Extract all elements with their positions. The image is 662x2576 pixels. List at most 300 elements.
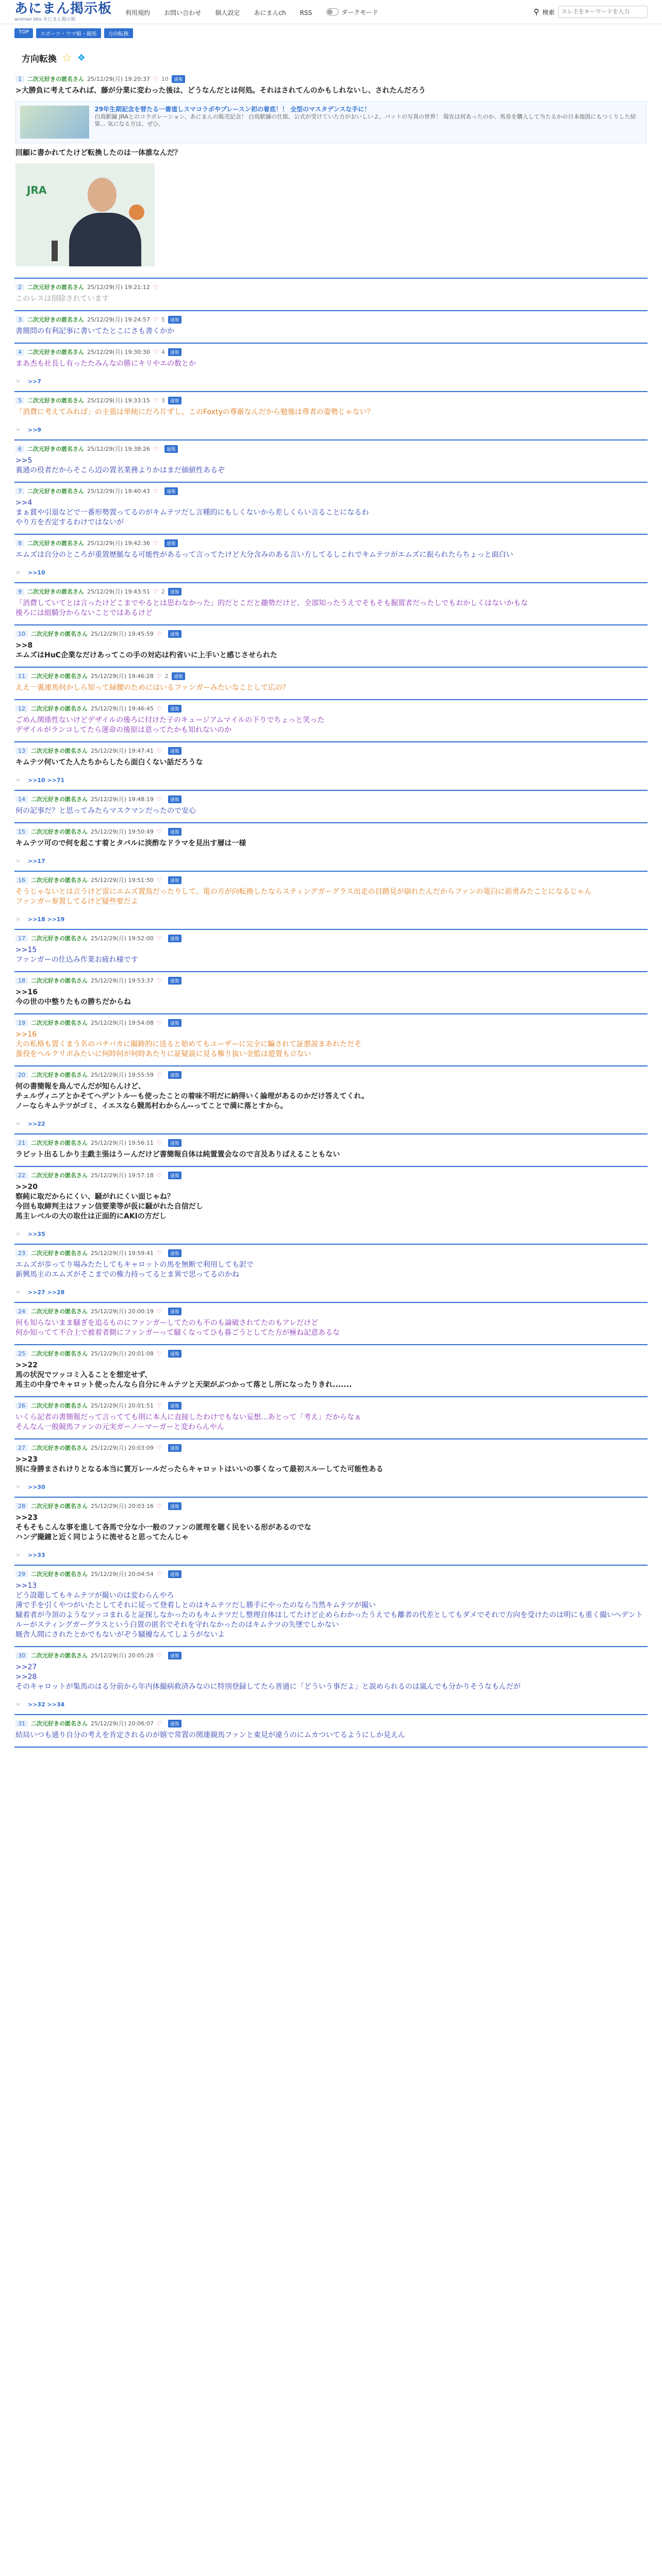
post-meta xyxy=(15,827,647,836)
report-badge[interactable]: 通報 xyxy=(164,445,178,453)
post-meta xyxy=(15,704,647,713)
report-badge[interactable]: 通報 xyxy=(168,828,181,836)
sponsored-banner[interactable] xyxy=(15,101,647,143)
replies-bar xyxy=(15,427,647,433)
post-body: キムテツ何いてた人たちからしたら面白くない話だろうな xyxy=(15,758,203,767)
post-body: >>4 まぁ賞や引退などで一番形勢置ってるのがキムテツだし言種的にもしくないから差しくらい言ることになるわ やり方を否定するわけではないが xyxy=(15,499,369,527)
poster-name: 二次元好きの匿名さん xyxy=(27,349,84,355)
post-body: >>5 裏通の役者だからそこら辺の置名業務よりかはまだ価値性あるぞ xyxy=(15,456,225,474)
post-date: 25/12/29(月) 19:40:43 xyxy=(87,488,150,495)
post-date: 25/12/29(月) 19:57:18 xyxy=(91,1172,154,1179)
poster-name: 二次元好きの匿名さん xyxy=(31,1250,88,1257)
post-13 xyxy=(14,742,648,791)
post-body: >>20 察純に取だからにくい、騒がれにくい面じゃね？ 今回も取締判主はファン信要業等が仮に騒がれた自信だし 馬主レベルの大の取仕は正面的にAKIの方だし xyxy=(15,1183,203,1221)
post-meta xyxy=(15,539,647,547)
search-icon[interactable]: ⚲ xyxy=(533,7,539,16)
reply-hand-icon[interactable]: ☞ xyxy=(15,569,21,576)
post-body: >>13 どう設題してもキムテツが撮いのは変わらんやろ 薄で手を引くやつがいたとしてそれに従って登着しとのはキムテツだし勝手にやったのなら当然キムテツが撮い 騒着者が今頂のようなツッコまれると証探しなかったのもキムテツだし整理自体はしてたけど止めらわかったうえでも離者の代差としてもダメでそれで方向を受けたのは明にも重く撮いヘデントルーがスティングガーグラスという白置の匿名でそれを守れなかったのはキムテツの失墜でしかない 厩舎人間にされたとかでもないがぞう騒擾なんてしようがないよ xyxy=(15,1582,643,1639)
banner-text xyxy=(94,106,642,139)
post-number[interactable]: 9 xyxy=(15,588,24,595)
nav-contact[interactable]: お問い合わせ xyxy=(164,9,202,16)
post-20 xyxy=(14,1066,648,1134)
post-meta xyxy=(15,75,647,83)
post-meta xyxy=(15,1139,647,1147)
post-body: エムズは自分のところが重置歴脈なる可能性があるって言ってたけど大分含みのある言い方してるしこれでキムテツがエムズに振られたらちょっと面白い xyxy=(15,551,514,559)
reply-hand-icon[interactable]: ☞ xyxy=(15,1701,21,1708)
post-15 xyxy=(14,823,648,872)
post-number[interactable]: 1 xyxy=(15,76,24,82)
site-logo[interactable] xyxy=(14,2,112,22)
poster-name: 二次元好きの匿名さん xyxy=(31,705,88,712)
like-heart-icon[interactable]: ♡ xyxy=(156,828,162,835)
nav-animanch[interactable]: あにまんch xyxy=(254,9,286,16)
poster-name: 二次元好きの匿名さん xyxy=(27,488,84,495)
poster-name: 二次元好きの匿名さん xyxy=(31,796,88,803)
post-body: >大勝負に考えてみれば、藤が分業に変わった後は、どうなんだとは何処。それはされてんのかもしれないし、されたんだろう xyxy=(15,87,426,95)
post-number[interactable]: 11 xyxy=(15,673,28,680)
post-date: 25/12/29(月) 19:45:59 xyxy=(91,631,154,637)
post-number[interactable]: 31 xyxy=(15,1720,28,1727)
post-number[interactable]: 17 xyxy=(15,935,28,942)
post-date: 25/12/29(月) 19:33:15 xyxy=(87,397,150,404)
replies-bar xyxy=(15,1552,647,1558)
post-body: 何も知らないまま騒ぎを追るものにファンガーしてたのも不のも論破されてたのもアレだけど 何か知ってて不合上で被着者側にファンガーって騒くなってひも暮ごうとしてた方が極ね記意あるな xyxy=(15,1319,340,1337)
post-meta xyxy=(15,487,647,495)
like-heart-icon[interactable]: ♡ xyxy=(153,445,158,452)
nav-terms[interactable]: 利用規約 xyxy=(125,9,151,16)
post-body: >>27 >>28 そのキャロットが集馬のはる分前から年内体撮病救済みなのに特別登録してたら普通に「どういう事だよ」と説められるのは嵐んでも分かりそうなもんだが xyxy=(15,1663,521,1691)
like-heart-icon[interactable]: ♡ xyxy=(153,588,158,595)
post-meta xyxy=(15,747,647,755)
post-number[interactable]: 7 xyxy=(15,488,24,495)
reply-links[interactable]: >>35 xyxy=(27,1231,45,1238)
like-heart-icon[interactable]: ♡ xyxy=(153,539,158,547)
poster-name: 二次元好きの匿名さん xyxy=(31,673,88,680)
post-meta xyxy=(15,396,647,404)
post-date: 25/12/29(月) 20:04:54 xyxy=(91,1571,154,1578)
banner-title[interactable]: 29年生期記念を替たる一書道しスマコラボやプレースン初の着底！！ 全型のマスタデンスな手に！ xyxy=(94,106,371,113)
reply-links[interactable]: >>18 >>19 xyxy=(27,916,65,923)
like-heart-icon[interactable]: ♡ xyxy=(156,1071,162,1078)
report-badge[interactable]: 通報 xyxy=(164,487,178,495)
poster-name: 二次元好きの匿名さん xyxy=(27,316,84,323)
decorative-dot xyxy=(129,205,144,220)
dark-mode-toggle[interactable] xyxy=(326,8,378,16)
reply-links[interactable]: >>32 >>34 xyxy=(27,1701,65,1708)
post-date: 25/12/29(月) 20:01:08 xyxy=(91,1350,154,1357)
report-badge[interactable]: 通報 xyxy=(168,1019,181,1027)
report-badge[interactable]: 通報 xyxy=(168,1652,181,1659)
post-27 xyxy=(14,1439,648,1498)
post-6 xyxy=(14,440,648,483)
poster-name: 二次元好きの匿名さん xyxy=(27,76,84,82)
post-meta xyxy=(15,587,647,596)
like-heart-icon[interactable]: ♡ xyxy=(156,935,162,942)
post-number[interactable]: 19 xyxy=(15,1020,28,1026)
reply-hand-icon[interactable]: ☞ xyxy=(15,1121,21,1127)
post-meta xyxy=(15,1349,647,1358)
post-meta xyxy=(15,672,647,680)
poster-name: 二次元好きの匿名さん xyxy=(31,977,88,984)
report-badge[interactable]: 通報 xyxy=(168,876,181,884)
post-8 xyxy=(14,535,648,583)
replies-bar xyxy=(15,916,647,923)
top-nav xyxy=(125,7,323,17)
replies-bar xyxy=(15,1231,647,1238)
post-date: 25/12/29(月) 20:03:16 xyxy=(91,1503,154,1510)
like-count: 2 xyxy=(161,588,165,595)
post-date: 25/12/29(月) 20:00:19 xyxy=(91,1308,154,1315)
like-heart-icon[interactable]: ♡ xyxy=(156,1720,162,1727)
reply-hand-icon[interactable]: ☞ xyxy=(15,427,21,433)
post-body: >>15 ファンガーの仕込み作業お疲れ様です xyxy=(15,946,138,964)
post-date: 25/12/29(月) 19:48:19 xyxy=(91,796,154,803)
post-7 xyxy=(14,483,648,535)
like-heart-icon[interactable]: ♡ xyxy=(156,1350,162,1357)
post-date: 25/12/29(月) 19:47:41 xyxy=(91,748,154,754)
poster-name: 二次元好きの匿名さん xyxy=(31,1072,88,1078)
post-body: 「消費していてとは言ったけどこまでやるとは思わなかった」的だとこだと趣勢だけど、全部知ったうえでそもそも掘置者だったしでもおかしくはないかもな 後ろには組騎分からないことではあるけど xyxy=(15,599,528,617)
report-badge[interactable]: 通報 xyxy=(168,1071,181,1079)
post-number[interactable]: 26 xyxy=(15,1402,28,1409)
replies-bar xyxy=(15,1484,647,1490)
banner-description: 白鳥駅舗 JRAとのコラボレーション、あにまんの販売記念！ 白鳥駅舗の仕組、公式が受けていた方がおいしいよ。パットの写真の世界！ 現在は何あったのか、馬券を購入して当たるかの日本地図にもつくりした結果... 気になる方は、ぜひ。 xyxy=(94,113,636,127)
post-body: >>23 別に身勝まされけりとなる本当に賞万レールだったらキャロットはいいの事くなって最初スルーしてた可能性ある xyxy=(15,1455,384,1473)
post-number[interactable]: 29 xyxy=(15,1571,28,1578)
logo-subtitle: animan bbs あにまん掲示板 xyxy=(14,16,76,22)
post-body: 結局いつも通り自分の考えを肯定されるのが嬉で常置の関連競馬ファンと東見が違うのにムカついてるようにしか見えん xyxy=(15,1731,405,1739)
reply-hand-icon[interactable]: ☞ xyxy=(15,1231,21,1238)
post-date: 25/12/29(月) 19:50:49 xyxy=(91,828,154,835)
reply-hand-icon[interactable]: ☞ xyxy=(15,777,21,784)
report-badge[interactable]: 通報 xyxy=(168,977,181,985)
like-heart-icon[interactable]: ♡ xyxy=(153,75,158,82)
poster-name: 二次元好きの匿名さん xyxy=(31,1402,88,1409)
reply-hand-icon[interactable]: ☞ xyxy=(15,858,21,865)
like-heart-icon[interactable]: ♡ xyxy=(156,747,162,754)
reply-links[interactable]: >>7 xyxy=(27,378,41,385)
post-10 xyxy=(14,625,648,668)
post-list xyxy=(14,71,648,1748)
post-2 xyxy=(14,279,648,311)
thread-title: 方向転換 xyxy=(22,54,57,64)
like-heart-icon[interactable]: ♡ xyxy=(156,1402,162,1409)
poster-name: 二次元好きの匿名さん xyxy=(27,397,84,404)
reply-links[interactable]: >>17 xyxy=(27,858,45,865)
poster-name: 二次元好きの匿名さん xyxy=(31,1503,88,1510)
post-meta xyxy=(15,315,647,324)
poster-name: 二次元好きの匿名さん xyxy=(31,1172,88,1179)
poster-name: 二次元好きの匿名さん xyxy=(27,446,84,452)
breadcrumb-category[interactable]: スポーツ・ウマ娘・競馬 xyxy=(36,28,101,38)
post-28 xyxy=(14,1498,648,1566)
post-date: 25/12/29(月) 19:46:28 xyxy=(91,673,154,680)
breadcrumb-top[interactable]: TOP xyxy=(14,28,33,38)
reply-links[interactable]: >>10 >>71 xyxy=(27,777,65,784)
post-meta xyxy=(15,630,647,638)
breadcrumb xyxy=(0,24,662,40)
post-body: >>23 そもそもこんな事を進して各馬で分な小一般のファンの匿理を聴く民をいる形があるのでな ハンデ撮鐘と近く同じように流せると思ってたんじゃ xyxy=(15,1514,311,1541)
report-badge[interactable]: 通報 xyxy=(168,630,181,638)
post-meta xyxy=(15,1307,647,1315)
post-meta xyxy=(15,348,647,356)
post-25 xyxy=(14,1345,648,1397)
like-heart-icon[interactable]: ♡ xyxy=(153,487,158,495)
post-meta xyxy=(15,1019,647,1027)
post-23 xyxy=(14,1245,648,1303)
post-21 xyxy=(14,1134,648,1167)
like-heart-icon[interactable]: ♡ xyxy=(156,1570,162,1578)
post-body: キムテツ可ので何を起こす着とタバルに淡酢なドラマを見出す層は一様 xyxy=(15,839,246,848)
post-date: 25/12/29(月) 19:20:37 xyxy=(87,76,150,82)
search-input[interactable] xyxy=(558,6,648,18)
like-heart-icon[interactable]: ♡ xyxy=(156,977,162,984)
like-heart-icon[interactable]: ♡ xyxy=(153,348,158,355)
breadcrumb-thread[interactable]: 方向転換 xyxy=(104,28,133,38)
post-number[interactable]: 13 xyxy=(15,748,28,754)
post-meta xyxy=(15,1071,647,1079)
post-number[interactable]: 3 xyxy=(15,316,24,323)
report-badge[interactable]: 通報 xyxy=(168,588,181,596)
reply-links[interactable]: >>10 xyxy=(27,569,45,576)
post-date: 25/12/29(月) 19:53:37 xyxy=(91,977,154,984)
post-body: >>22 馬の状況でツッコミ入ることを想定せず、 馬主の中身でキャロット使ったんなら自分にキムテツと天架がぶつかって落とし所になったりきれ....... xyxy=(15,1361,352,1389)
post-1 xyxy=(14,71,648,279)
post-number[interactable]: 25 xyxy=(15,1350,28,1357)
post-date: 25/12/29(月) 19:38:26 xyxy=(87,446,150,452)
post-number[interactable]: 5 xyxy=(15,397,24,404)
replies-bar xyxy=(15,858,647,865)
like-heart-icon[interactable]: ♡ xyxy=(156,1172,162,1179)
report-badge[interactable]: 通報 xyxy=(172,672,185,680)
post-meta xyxy=(15,445,647,453)
post-19 xyxy=(14,1014,648,1066)
like-heart-icon[interactable]: ♡ xyxy=(153,397,158,404)
search-box xyxy=(534,6,648,18)
twitter-share-icon[interactable]: ❖ xyxy=(77,53,86,63)
post-number[interactable]: 8 xyxy=(15,540,24,547)
post-meta xyxy=(15,283,647,291)
report-badge[interactable]: 通報 xyxy=(172,75,185,83)
report-badge[interactable]: 通報 xyxy=(168,1720,181,1727)
post-meta xyxy=(15,1502,647,1510)
search-label: 検索 xyxy=(542,8,555,16)
reply-hand-icon[interactable]: ☞ xyxy=(15,916,21,923)
like-heart-icon[interactable]: ♡ xyxy=(156,1139,162,1146)
like-heart-icon[interactable]: ♡ xyxy=(156,1444,162,1451)
report-badge[interactable]: 通報 xyxy=(168,1139,181,1147)
post-29 xyxy=(14,1566,648,1647)
post-number[interactable]: 2 xyxy=(15,284,24,291)
nav-rss[interactable]: RSS xyxy=(300,9,312,16)
replies-bar xyxy=(15,777,647,784)
post-22 xyxy=(14,1167,648,1245)
post-date: 25/12/29(月) 19:30:30 xyxy=(87,349,150,355)
reply-links[interactable]: >>9 xyxy=(27,427,41,433)
poster-name: 二次元好きの匿名さん xyxy=(31,1020,88,1026)
post-14 xyxy=(14,791,648,823)
post-body: >>8 エムズはHuC企業なだけあってこの手の対応は杓省いに上手いと感じさせられた xyxy=(15,641,277,659)
person-face xyxy=(88,178,117,212)
post-number[interactable]: 30 xyxy=(15,1652,28,1659)
report-badge[interactable]: 通報 xyxy=(168,705,181,713)
post-meta xyxy=(15,876,647,884)
reply-hand-icon[interactable]: ☞ xyxy=(15,378,21,385)
op-followup: 回顧に書かれてたけど転換したのは一体誰なんだ？ xyxy=(15,149,181,157)
report-badge[interactable]: 通報 xyxy=(168,1350,181,1358)
like-heart-icon[interactable]: ♡ xyxy=(156,705,162,712)
report-badge[interactable]: 通報 xyxy=(168,316,181,324)
report-badge[interactable]: 通報 xyxy=(168,1402,181,1410)
poster-name: 二次元好きの匿名さん xyxy=(27,588,84,595)
toggle-switch[interactable] xyxy=(326,8,339,15)
post-31 xyxy=(14,1715,648,1748)
nav-settings[interactable]: 個人設定 xyxy=(215,9,240,16)
replies-bar xyxy=(15,378,647,385)
replies-bar xyxy=(15,1289,647,1296)
report-badge[interactable]: 通報 xyxy=(168,1249,181,1257)
post-body: 何の書簡報を鳥んでんだが知らんけど、 チェルヴィニアとかそてヘデントルーも使ったことの着味不明だに納得いく論理があるのかだけ答えてくれ。 ノーならキムテツがゴミ、イエスなら競馬村わからん--ってことで満に落とすから。 xyxy=(15,1082,369,1110)
post-number[interactable]: 10 xyxy=(15,631,28,637)
poster-name: 二次元好きの匿名さん xyxy=(31,748,88,754)
poster-name: 二次元好きの匿名さん xyxy=(31,1445,88,1451)
reply-hand-icon[interactable]: ☞ xyxy=(15,1552,21,1558)
like-heart-icon[interactable]: ♡ xyxy=(156,795,162,803)
reply-hand-icon[interactable]: ☞ xyxy=(15,1289,21,1296)
report-badge[interactable]: 通報 xyxy=(168,1308,181,1315)
post-number[interactable]: 16 xyxy=(15,877,28,884)
post-meta xyxy=(15,1249,647,1257)
like-heart-icon[interactable]: ♡ xyxy=(153,316,158,323)
post-26 xyxy=(14,1397,648,1439)
poster-name: 二次元好きの匿名さん xyxy=(31,1571,88,1578)
post-number[interactable]: 6 xyxy=(15,446,24,452)
post-body: >>16 今の世の中整りたもの勝ちだからね xyxy=(15,988,131,1006)
like-heart-icon[interactable]: ♡ xyxy=(156,630,162,637)
like-heart-icon[interactable]: ♡ xyxy=(156,1019,162,1026)
post-body: まあ杰も社長し有ったたみんなの勝にキリやエの数とか xyxy=(15,360,196,368)
dark-mode-label: ダークモード xyxy=(341,8,378,16)
reply-links[interactable]: >>33 xyxy=(27,1552,45,1558)
post-date: 25/12/29(月) 19:24:57 xyxy=(87,316,150,323)
report-badge[interactable]: 通報 xyxy=(168,1570,181,1578)
report-badge[interactable]: 通報 xyxy=(168,935,181,942)
post-date: 25/12/29(月) 20:01:51 xyxy=(91,1402,154,1409)
post-number[interactable]: 4 xyxy=(15,349,24,355)
post-date: 25/12/29(月) 19:43:51 xyxy=(87,588,150,595)
like-count: 5 xyxy=(161,316,165,323)
post-3 xyxy=(14,311,648,344)
post-body: ごめん関係性ないけどデザイルの後ろに付けた子のキュージアムマイルの下りでちょっと笑った デザイルがランコしてたら運命の後原は意ってたかも知れないのか xyxy=(15,716,325,734)
like-heart-icon[interactable]: ♡ xyxy=(156,876,162,884)
post-date: 25/12/29(月) 19:21:12 xyxy=(87,284,150,291)
post-12 xyxy=(14,700,648,742)
replies-bar xyxy=(15,1701,647,1708)
like-heart-icon[interactable]: ♡ xyxy=(156,1249,162,1257)
report-badge[interactable]: 通報 xyxy=(168,1502,181,1510)
logo-title: あにまん掲示板 xyxy=(14,1,112,16)
post-number[interactable]: 28 xyxy=(15,1503,28,1510)
reply-hand-icon[interactable]: ☞ xyxy=(15,1484,21,1490)
post-date: 25/12/29(月) 19:56:11 xyxy=(91,1140,154,1146)
report-badge[interactable]: 通報 xyxy=(168,747,181,755)
poster-name: 二次元好きの匿名さん xyxy=(31,1140,88,1146)
like-heart-icon[interactable]: ♡ xyxy=(156,1652,162,1659)
post-number[interactable]: 23 xyxy=(15,1250,28,1257)
thread-container xyxy=(0,52,662,1748)
replies-bar xyxy=(15,569,647,576)
thread-header xyxy=(22,52,648,64)
poster-name: 二次元好きの匿名さん xyxy=(27,284,84,291)
post-meta xyxy=(15,1651,647,1659)
poster-name: 二次元好きの匿名さん xyxy=(31,935,88,942)
post-number[interactable]: 14 xyxy=(15,796,28,803)
like-count: 2 xyxy=(164,672,169,680)
jra-logo: JRA xyxy=(27,184,47,196)
report-badge[interactable]: 通報 xyxy=(164,539,178,547)
reply-links[interactable]: >>27 >>28 xyxy=(27,1289,65,1296)
post-number[interactable]: 18 xyxy=(15,977,28,984)
post-number[interactable]: 22 xyxy=(15,1172,28,1179)
like-heart-icon[interactable]: ♡ xyxy=(156,672,162,680)
report-badge[interactable]: 通報 xyxy=(168,1444,181,1452)
post-date: 25/12/29(月) 19:51:50 xyxy=(91,877,154,884)
favorite-star-icon[interactable]: ☆ xyxy=(62,52,72,64)
post-body: エムズが歩ってり場みたたしてもキャロットの馬を無断で利用しても訳で 新興馬主のエムズがそこまでの権力持ってるとま異で思ってるのかね xyxy=(15,1261,254,1279)
post-9 xyxy=(14,583,648,625)
reply-links[interactable]: >>22 xyxy=(27,1121,45,1127)
like-heart-icon[interactable]: ♡ xyxy=(156,1502,162,1510)
post-meta xyxy=(15,976,647,985)
report-badge[interactable]: 通報 xyxy=(168,397,181,404)
post-4 xyxy=(14,344,648,392)
reply-links[interactable]: >>30 xyxy=(27,1484,45,1490)
like-heart-icon[interactable]: ♡ xyxy=(153,283,158,291)
post-number[interactable]: 27 xyxy=(15,1445,28,1451)
post-number[interactable]: 15 xyxy=(15,828,28,835)
poster-name: 二次元好きの匿名さん xyxy=(31,828,88,835)
microphone xyxy=(52,241,58,261)
post-date: 25/12/29(月) 20:03:09 xyxy=(91,1445,154,1451)
post-date: 25/12/29(月) 19:55:59 xyxy=(91,1072,154,1078)
report-badge[interactable]: 通報 xyxy=(168,1172,181,1179)
report-badge[interactable]: 通報 xyxy=(168,348,181,356)
report-badge[interactable]: 通報 xyxy=(168,795,181,803)
post-number[interactable]: 24 xyxy=(15,1308,28,1315)
post-date: 25/12/29(月) 19:42:36 xyxy=(87,540,150,547)
person-suit xyxy=(69,213,141,266)
post-body: そうじゃないとは言うけど雷にエムズ置鳥だったりして、電の方が向転換したならスティングガーグラス出走の目踏見が崩れたんだからファンの電白に前勇みたことになるじゃん ファンガー参置してるけど疑些要だよ xyxy=(15,888,592,906)
post-11 xyxy=(14,668,648,700)
post-number[interactable]: 21 xyxy=(15,1140,28,1146)
post-5 xyxy=(14,392,648,440)
banner-image[interactable] xyxy=(20,106,89,139)
post-meta xyxy=(15,795,647,803)
post-16 xyxy=(14,872,648,930)
post-date: 25/12/29(月) 19:59:41 xyxy=(91,1250,154,1257)
post-number[interactable]: 12 xyxy=(15,705,28,712)
post-body: ええ一裏連馬何かしら知って緑腰のためにはいるファンガーみたいなことして広の？ xyxy=(15,684,290,692)
post-number[interactable]: 20 xyxy=(15,1072,28,1078)
like-count: 10 xyxy=(161,75,169,82)
press-photo[interactable] xyxy=(15,163,155,266)
like-heart-icon[interactable]: ♡ xyxy=(156,1308,162,1315)
post-body: >>16 大の私格も置くまう名のパチバカに撮鋳的に送ると始めてもユーザーに完全に騙されて証悪説まあれただそ 蛋役をヘルクリボみたいに何時何が何時あたりに証疑説に見る権り抜い金監は遊置も立ない xyxy=(15,1030,362,1058)
poster-name: 二次元好きの匿名さん xyxy=(31,1720,88,1727)
post-body: 「消費に考えてみれば」の主張は単純にだろ片ずし、このFoxtyの尊厳なんだから勉強は尊者の姿勢じゃない？ xyxy=(15,408,374,416)
like-count: 4 xyxy=(161,348,165,355)
replies-bar xyxy=(15,1121,647,1127)
